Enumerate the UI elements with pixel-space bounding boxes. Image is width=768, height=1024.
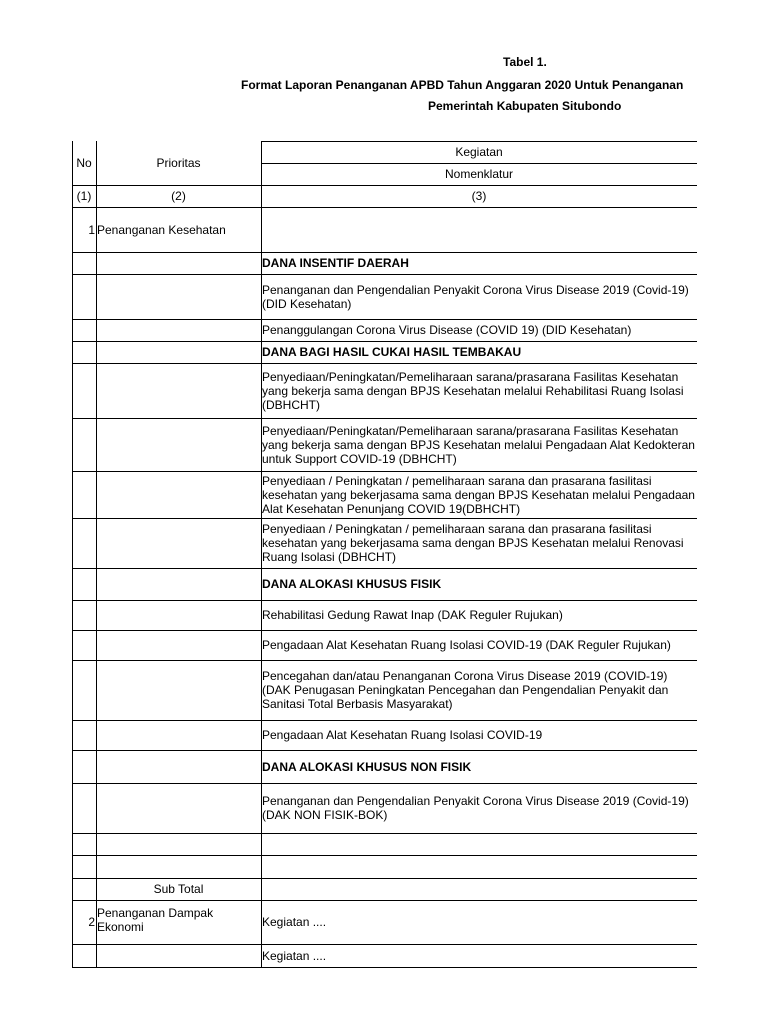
cell-prioritas: [97, 319, 247, 341]
cell-kegiatan: [262, 471, 697, 518]
cell-no-text: 1: [88, 222, 95, 237]
cell-no: [73, 363, 95, 418]
header-divider: [261, 163, 697, 164]
cell-no: [73, 207, 95, 252]
cell-kegiatan-text: Kegiatan ....: [262, 948, 327, 963]
cell-kegiatan-text: Penyediaan / Peningkatan / pemeliharaan sarana dan prasarana fasilitasi kesehatan yang bekerjasama sama dengan BPJS Kesehatan melalui Renovasi Ruang Isolasi (DBHCHT): [262, 522, 684, 564]
cell-kegiatan: [262, 274, 697, 319]
cell-prioritas: [97, 252, 247, 274]
cell-kegiatan-text: Penyediaan / Peningkatan / pemeliharaan sarana dan prasarana fasilitasi kesehatan yang bekerjasama sama dengan BPJS Kesehatan melalui Pengadaan Alat Kesehatan Penunjang COVID 19(DBHCHT): [262, 473, 695, 516]
cell-prioritas: [97, 341, 247, 363]
cell-prioritas: [97, 568, 247, 600]
cell-prioritas: [97, 750, 247, 783]
cell-kegiatan: [262, 600, 697, 630]
cell-no: [73, 855, 95, 878]
cell-no: [73, 833, 95, 855]
cell-kegiatan: [262, 418, 697, 471]
cell-no: [73, 518, 95, 568]
cell-prioritas-text: Sub Total: [153, 882, 204, 896]
cell-no: [73, 660, 95, 720]
cell-prioritas: [97, 471, 247, 518]
cell-no: [73, 720, 95, 750]
section-heading: [262, 568, 697, 600]
cell-no: [73, 600, 95, 630]
header-col-number: (1): [76, 189, 92, 203]
cell-prioritas-text: Penanganan Kesehatan: [97, 222, 226, 237]
cell-kegiatan: [262, 518, 697, 568]
row-divider: [72, 967, 697, 968]
cell-prioritas: [97, 518, 247, 568]
cell-no: [73, 750, 95, 783]
cell-no: [73, 341, 95, 363]
cell-kegiatan: [262, 720, 697, 750]
cell-kegiatan-text: Pencegahan dan/atau Penanganan Corona Virus Disease 2019 (COVID-19) (DAK Penugasan Peningkatan Pencegahan dan Pengendalian Penyakit dan Sanitasi Total Berbasis Masyarakat): [262, 669, 669, 711]
header-prioritas: Prioritas: [156, 156, 201, 170]
cell-kegiatan-text: Kegiatan ....: [262, 915, 327, 929]
header-col-number: (3): [471, 189, 487, 203]
cell-prioritas: [97, 630, 247, 660]
cell-prioritas: [97, 418, 247, 471]
cell-prioritas: [97, 274, 247, 319]
cell-kegiatan: [262, 363, 697, 418]
cell-prioritas-text: Penanganan Dampak Ekonomi: [97, 906, 214, 934]
cell-prioritas: [97, 833, 247, 855]
section-heading: [262, 750, 697, 783]
cell-kegiatan-text: Pengadaan Alat Kesehatan Ruang Isolasi COVID-19: [262, 728, 543, 742]
cell-kegiatan-text: DANA INSENTIF DAERAH: [262, 256, 409, 270]
cell-no: [73, 319, 95, 341]
cell-kegiatan-text: Penanganan dan Pengendalian Penyakit Corona Virus Disease 2019 (Covid-19) (DAK NON FISIK-BOK): [262, 794, 689, 822]
cell-no-text: 2: [88, 915, 95, 929]
cell-kegiatan: [262, 630, 697, 660]
cell-no: [73, 252, 95, 274]
cell-prioritas: [97, 900, 247, 944]
header-nomenklatur: Nomenklatur: [444, 167, 514, 181]
section-heading: [262, 252, 697, 274]
cell-prioritas: [96, 878, 261, 900]
cell-kegiatan: [262, 207, 697, 252]
cell-kegiatan: [262, 833, 697, 855]
cell-kegiatan-text: DANA BAGI HASIL CUKAI HASIL TEMBAKAU: [262, 345, 522, 359]
cell-prioritas: [97, 720, 247, 750]
header-col-number: (2): [171, 189, 186, 203]
table-caption: Tabel 1.: [503, 55, 547, 69]
cell-kegiatan: [262, 319, 697, 341]
cell-kegiatan-text: DANA ALOKASI KHUSUS FISIK: [262, 577, 442, 591]
cell-kegiatan-text: Penyediaan/Peningkatan/Pemeliharaan sarana/prasarana Fasilitas Kesehatan yang bekerja sama dengan BPJS Kesehatan melalui Pengadaan Alat Kedokteran untuk Support COVID-19 (DBHCHT): [262, 423, 695, 466]
cell-prioritas: [97, 600, 247, 630]
cell-no: [73, 878, 95, 900]
cell-kegiatan-text: Penyediaan/Peningkatan/Pemeliharaan sarana/prasarana Fasilitas Kesehatan yang bekerja sama dengan BPJS Kesehatan melalui Rehabilitasi Ruang Isolasi (DBHCHT): [262, 369, 684, 412]
cell-kegiatan: [262, 944, 697, 967]
cell-no: [73, 900, 95, 944]
cell-kegiatan-text: DANA ALOKASI KHUSUS NON FISIK: [262, 759, 472, 774]
header-no: No: [76, 156, 92, 170]
cell-kegiatan-text: Penanggulangan Corona Virus Disease (COVID 19) (DID Kesehatan): [262, 323, 632, 337]
cell-kegiatan: [262, 783, 697, 833]
cell-kegiatan-text: Rehabilitasi Gedung Rawat Inap (DAK Reguler Rujukan): [262, 608, 563, 622]
cell-no: [73, 274, 95, 319]
cell-no: [73, 944, 95, 967]
cell-kegiatan-text: Pengadaan Alat Kesehatan Ruang Isolasi COVID-19 (DAK Reguler Rujukan): [262, 638, 671, 652]
table-subtitle: Pemerintah Kabupaten Situbondo: [428, 99, 622, 113]
cell-no: [73, 630, 95, 660]
cell-kegiatan-text: Penanganan dan Pengendalian Penyakit Corona Virus Disease 2019 (Covid-19) (DID Kesehatan): [262, 282, 689, 311]
cell-kegiatan: [262, 660, 697, 720]
section-heading: [262, 341, 697, 363]
cell-no: [73, 471, 95, 518]
cell-prioritas: [97, 207, 247, 252]
cell-kegiatan: [262, 900, 697, 944]
table-title: Format Laporan Penanganan APBD Tahun Anggaran 2020 Untuk Penanganan: [241, 78, 684, 92]
cell-no: [73, 568, 95, 600]
table-top-border: [261, 141, 697, 142]
cell-kegiatan: [262, 855, 697, 878]
cell-prioritas: [97, 660, 247, 720]
cell-prioritas: [97, 944, 247, 967]
cell-prioritas: [97, 363, 247, 418]
header-kegiatan: Kegiatan: [455, 145, 503, 159]
cell-kegiatan: [262, 878, 697, 900]
cell-prioritas: [97, 783, 247, 833]
cell-prioritas: [97, 855, 247, 878]
cell-no: [73, 783, 95, 833]
header-divider: [72, 185, 697, 186]
cell-no: [73, 418, 95, 471]
